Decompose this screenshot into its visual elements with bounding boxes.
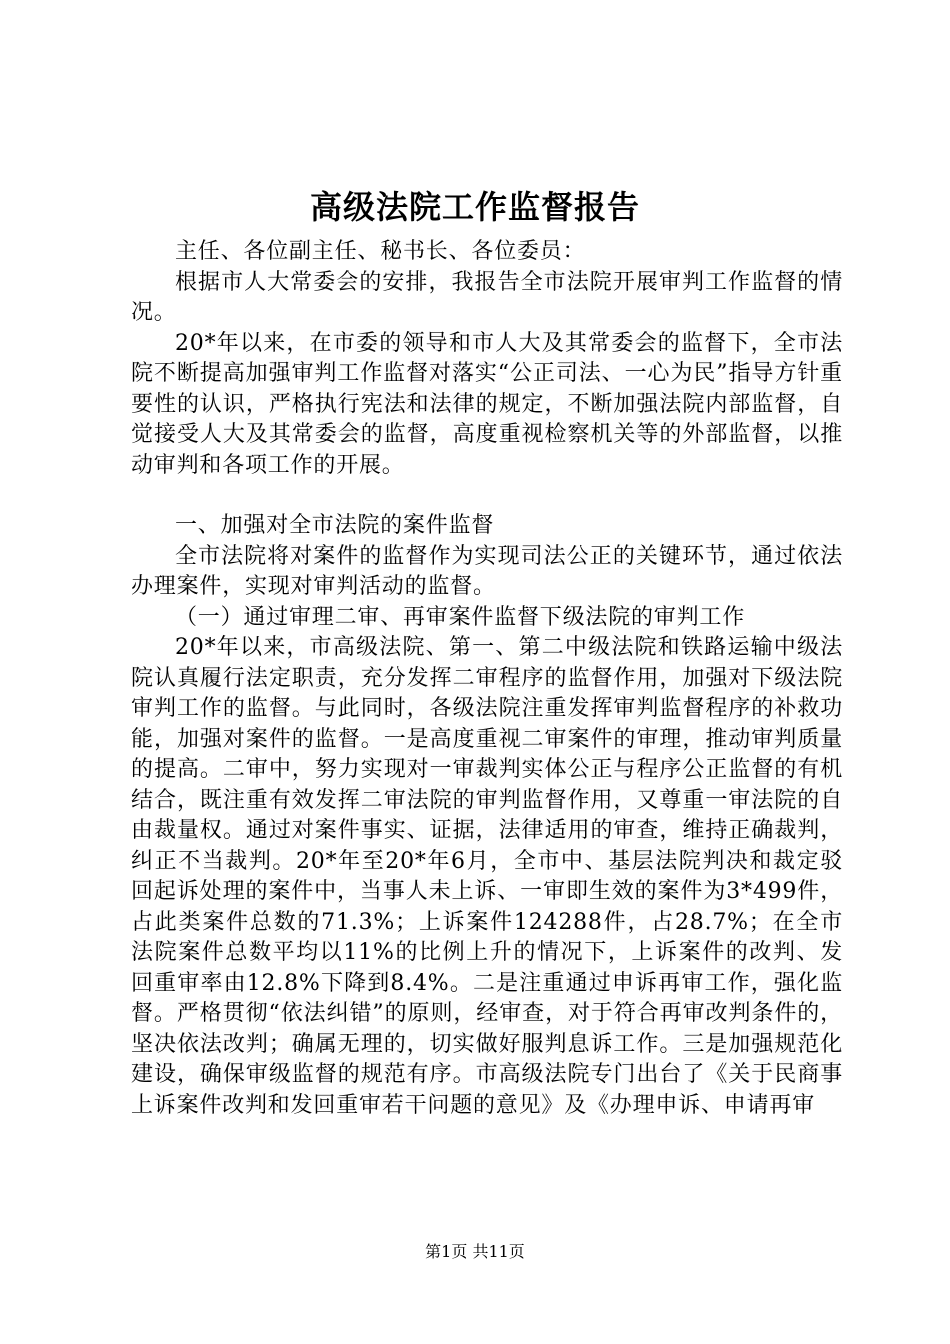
subsection-1-body-paragraph: 20*年以来，市高级法院、第一、第二中级法院和铁路运输中级法院认真履行法定职责，充分发挥二审程序的监督作用，加强对下级法院审判工作的监督。与此同时，各级法院注重发挥审判监督程序的补救功能，加强对案件的监督。一是高度重视二审案件的审理，推动审判质量的提高。二审中，努力实现对一审裁判实体公正与程序公正监督的有机结合，既注重有效发挥二审法院的审判监督作用，又尊重一审法院的自由裁量权。通过对案件事实、证据，法律适用的审查，维持正确裁判，纠正不当裁判。20*年至20*年6月，全市中、基层法院判决和裁定驳回起诉处理的案件中，当事人未上诉、一审即生效的案件为3*499件，占此类案件总数的71.3%；上诉案件124288件，占28.7%；在全市法院案件总数平均以11%的比例上升的情况下，上诉案件的改判、发回重审率由12.8%下降到8.4%。二是注重通过申诉再审工作，强化监督。严格贯彻“依法纠错”的原则，经审查，对于符合再审改判条件的，坚决依法改判；确属无理的，切实做好服判息诉工作。三是加强规范化建设，确保审级监督的规范有序。市高级法院专门出台了《关于民商事上诉案件改判和发回重审若干问题的意见》及《办理申诉、申请再审 xyxy=(131,635,843,1118)
section-heading-1: 一、加强对全市法院的案件监督 xyxy=(175,513,495,538)
intro-paragraph: 根据市人大常委会的安排，我报告全市法院开展审判工作监督的情况。 xyxy=(131,269,843,325)
subsection-heading-1: （一）通过审理二审、再审案件监督下级法院的审判工作 xyxy=(175,604,746,630)
section-1-intro-paragraph: 全市法院将对案件的监督作为实现司法公正的关键环节，通过依法办理案件，实现对审判活动的监督。 xyxy=(131,543,843,599)
overview-paragraph: 20*年以来，在市委的领导和市人大及其常委会的监督下，全市法院不断提高加强审判工作监督对落实“公正司法、一心为民”指导方针重要性的认识，严格执行宪法和法律的规定，不断加强法院内部监督，自觉接受人大及其常委会的监督，高度重视检察机关等的外部监督，以推动审判和各项工作的开展。 xyxy=(131,330,843,478)
document-title: 高级法院工作监督报告 xyxy=(309,188,640,226)
page-number-footer: 第1页 共11页 xyxy=(425,1242,525,1261)
salutation-paragraph: 主任、各位副主任、秘书长、各位委员： xyxy=(175,239,586,264)
document-body xyxy=(131,237,843,1121)
